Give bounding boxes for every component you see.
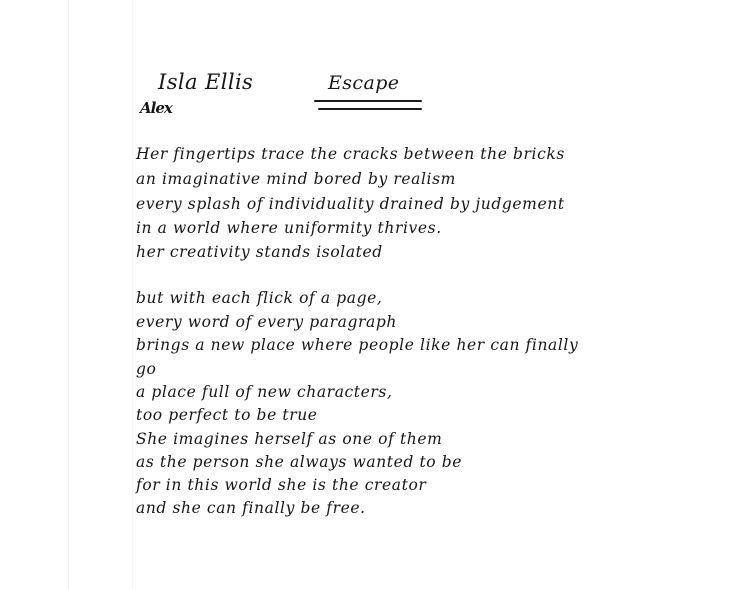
poem-line: too perfect to be true xyxy=(136,406,318,424)
poem-line: for in this world she is the creator xyxy=(136,476,427,494)
poem-line: go xyxy=(136,360,157,378)
poem-line: She imagines herself as one of them xyxy=(136,430,443,448)
poem-line: brings a new place where people like her can finally xyxy=(136,336,579,354)
name-scribble: Alex xyxy=(140,99,172,117)
title-underline-second xyxy=(318,108,422,110)
author-name: Isla Ellis xyxy=(158,70,254,94)
paper-edge xyxy=(68,0,69,589)
title-underline xyxy=(314,100,422,102)
poem-line: a place full of new characters, xyxy=(136,383,393,401)
paper-margin-line xyxy=(132,0,133,589)
poem-line: but with each flick of a page, xyxy=(136,289,383,307)
poem-line: her creativity stands isolated xyxy=(136,243,383,261)
poem-line: an imaginative mind bored by realism xyxy=(136,170,456,188)
poem-line: as the person she always wanted to be xyxy=(136,453,463,471)
poem-line: and she can finally be free. xyxy=(136,499,366,517)
poem-title: Escape xyxy=(328,72,400,94)
poem-line: every word of every paragraph xyxy=(136,313,397,331)
poem-line: in a world where uniformity thrives. xyxy=(136,219,442,237)
poem-line: Her fingertips trace the cracks between the bricks xyxy=(136,145,565,163)
poem-line: every splash of individuality drained by judgement xyxy=(136,195,565,213)
